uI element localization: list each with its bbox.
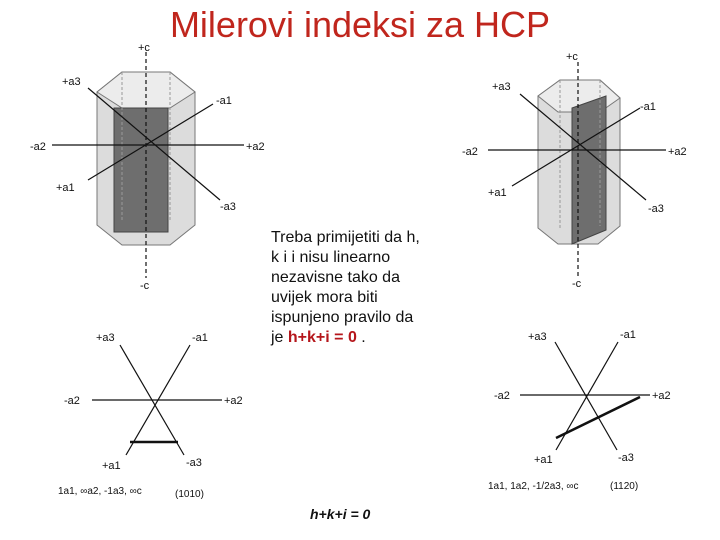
left-basal-minus-a3-label: -a3 (186, 457, 202, 469)
right-plus-a3-label: +a3 (492, 81, 511, 93)
note-line-6-prefix: je (271, 329, 288, 346)
right-shaded-plane (572, 96, 606, 244)
right-minus-a2-label: -a2 (462, 146, 478, 158)
left-plus-a3-label: +a3 (62, 76, 81, 88)
right-basal-diagram (488, 329, 671, 492)
note-line-2: k i i nisu linearno (271, 249, 391, 266)
left-basal-minus-a1-label: -a1 (192, 332, 208, 344)
right-basal-plus-a2-label: +a2 (652, 390, 671, 402)
right-basal-plus-a1-label: +a1 (534, 454, 553, 466)
right-plus-c-label: +c (566, 51, 578, 63)
right-plus-a1-label: +a1 (488, 187, 507, 199)
left-intercepts-label: 1a1, ∞a2, -1a3, ∞c (58, 486, 142, 497)
right-basal-plane-trace (556, 397, 640, 438)
left-miller-index: (1010) (175, 489, 204, 500)
right-miller-index: (1120) (610, 481, 639, 492)
left-plus-a1-label: +a1 (56, 182, 75, 194)
note-rule: h+k+i = 0 (287, 329, 357, 346)
right-basal-plus-a3-label: +a3 (528, 331, 547, 343)
left-plus-c-label: +c (138, 42, 150, 54)
note-line-6 (271, 328, 471, 348)
formula-caption: h+k+i = 0 (310, 506, 371, 522)
note-line-3: nezavisne tako da (271, 269, 400, 286)
note-line-1: Treba primijetiti da h, (271, 229, 420, 246)
right-plus-a2-label: +a2 (668, 146, 687, 158)
left-prism-diagram (30, 42, 265, 292)
left-basal-diagram (58, 332, 243, 500)
left-minus-c-label: -c (140, 280, 150, 292)
left-basal-plus-a2-label: +a2 (224, 395, 243, 407)
note-line-4: uvijek mora biti (271, 289, 378, 306)
left-basal-plus-a1-label: +a1 (102, 460, 121, 472)
right-basal-minus-a3-label: -a3 (618, 452, 634, 464)
right-minus-a1-label: -a1 (640, 101, 656, 113)
note-line-5: ispunjeno pravilo da (271, 309, 414, 326)
left-plus-a2-label: +a2 (246, 141, 265, 153)
right-minus-a3-label: -a3 (648, 203, 664, 215)
left-minus-a3-label: -a3 (220, 201, 236, 213)
explanation-note (271, 228, 471, 348)
right-minus-c-label: -c (572, 278, 582, 290)
right-prism-diagram (462, 51, 687, 290)
right-basal-minus-a2-label: -a2 (494, 390, 510, 402)
left-minus-a2-label: -a2 (30, 141, 46, 153)
right-basal-minus-a1-label: -a1 (620, 329, 636, 341)
right-intercepts-label: 1a1, 1a2, -1/2a3, ∞c (488, 481, 579, 492)
left-minus-a1-label: -a1 (216, 95, 232, 107)
page-title: Milerovi indeksi za HCP (169, 4, 551, 45)
left-basal-plus-a3-label: +a3 (96, 332, 115, 344)
note-line-6-suffix: . (356, 329, 366, 346)
left-basal-minus-a2-label: -a2 (64, 395, 80, 407)
